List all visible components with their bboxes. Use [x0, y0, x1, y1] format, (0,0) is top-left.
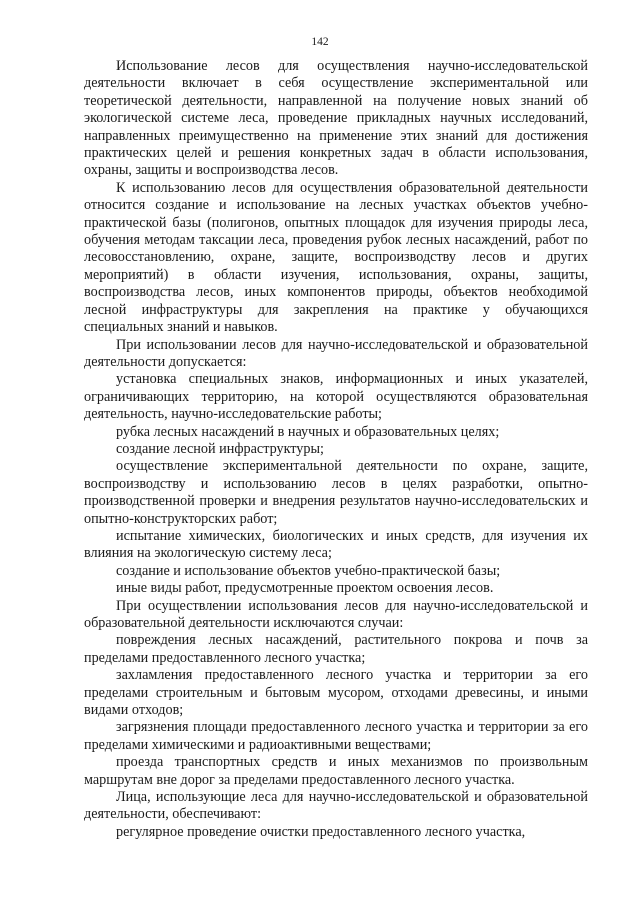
list-item: захламления предоставленного лесного участка и территории за его пределами строительным и бытовым мусором, отходами древесины, и иными видами отходов;: [84, 667, 588, 719]
list-item: установка специальных знаков, информационных и иных указателей, ограничивающих территорию, на которой осуществляются образовательная деятельность, научно-исследовательские работы;: [84, 371, 588, 423]
list-item: регулярное проведение очистки предоставленного лесного участка,: [116, 823, 526, 840]
list-item: осуществление экспериментальной деятельности по охране, защите, воспроизводству и использованию лесов в целях разработки, опытно-производственной проверки и внедрения результатов научно-исследовательских и опытно-конструкторских работ;: [84, 458, 588, 527]
page-number: 142: [311, 36, 329, 48]
list-item: испытание химических, биологических и иных средств, для изучения их влияния на экологическую систему леса;: [84, 527, 588, 562]
paragraph: При использовании лесов для научно-исследовательской и образовательной деятельности допускается:: [84, 336, 588, 370]
list-item: создание и использование объектов учебно-практической базы;: [116, 562, 501, 579]
list-item: рубка лесных насаждений в научных и образовательных целях;: [116, 423, 500, 440]
paragraph: При осуществлении использования лесов для научно-исследовательской и образовательной деятельности исключаются случаи:: [84, 597, 588, 631]
list-item: иные виды работ, предусмотренные проектом освоения лесов.: [116, 580, 494, 597]
list-item: проезда транспортных средств и иных механизмов по произвольным маршрутам вне дорог за пределами предоставленного лесного участка.: [84, 754, 588, 788]
paragraph: Использование лесов для осуществления научно-исследовательской деятельности включает в себя осуществление экспериментальной или теоретической деятельности, направленной на получение новых знаний об экологической системе леса, проведение прикладных научных исследований, направленных преимущественно на применение этих знаний для достижения практических целей и решения конкретных задач в области использования, охраны, защиты и воспроизводства лесов.: [84, 58, 588, 179]
list-item: создание лесной инфраструктуры;: [116, 440, 324, 457]
list-item: загрязнения площади предоставленного лесного участка и территории за его пределами химическими и радиоактивными веществами;: [84, 719, 588, 753]
list-item: повреждения лесных насаждений, растительного покрова и почв за пределами предоставленного лесного участка;: [84, 632, 588, 666]
paragraph: Лица, использующие леса для научно-исследовательской и образовательной деятельности, обеспечивают:: [84, 789, 588, 823]
paragraph: К использованию лесов для осуществления образовательной деятельности относится создание и использование на лесных участках объектов учебно-практической базы (полигонов, опытных площадок для изучения природы леса, обучения методам таксации леса, проведения рубок лесных насаждений, работ по лесовосстановлению, охране, защите, воспроизводству лесов и других мероприятий) в области изучения, использования, охраны, защиты, воспроизводства лесов, иных компонентов природы, объектов необходимой лесной инфраструктуры для закрепления на практике у обучающихся специальных знаний и навыков.: [84, 179, 588, 336]
document-body: [84, 58, 588, 841]
